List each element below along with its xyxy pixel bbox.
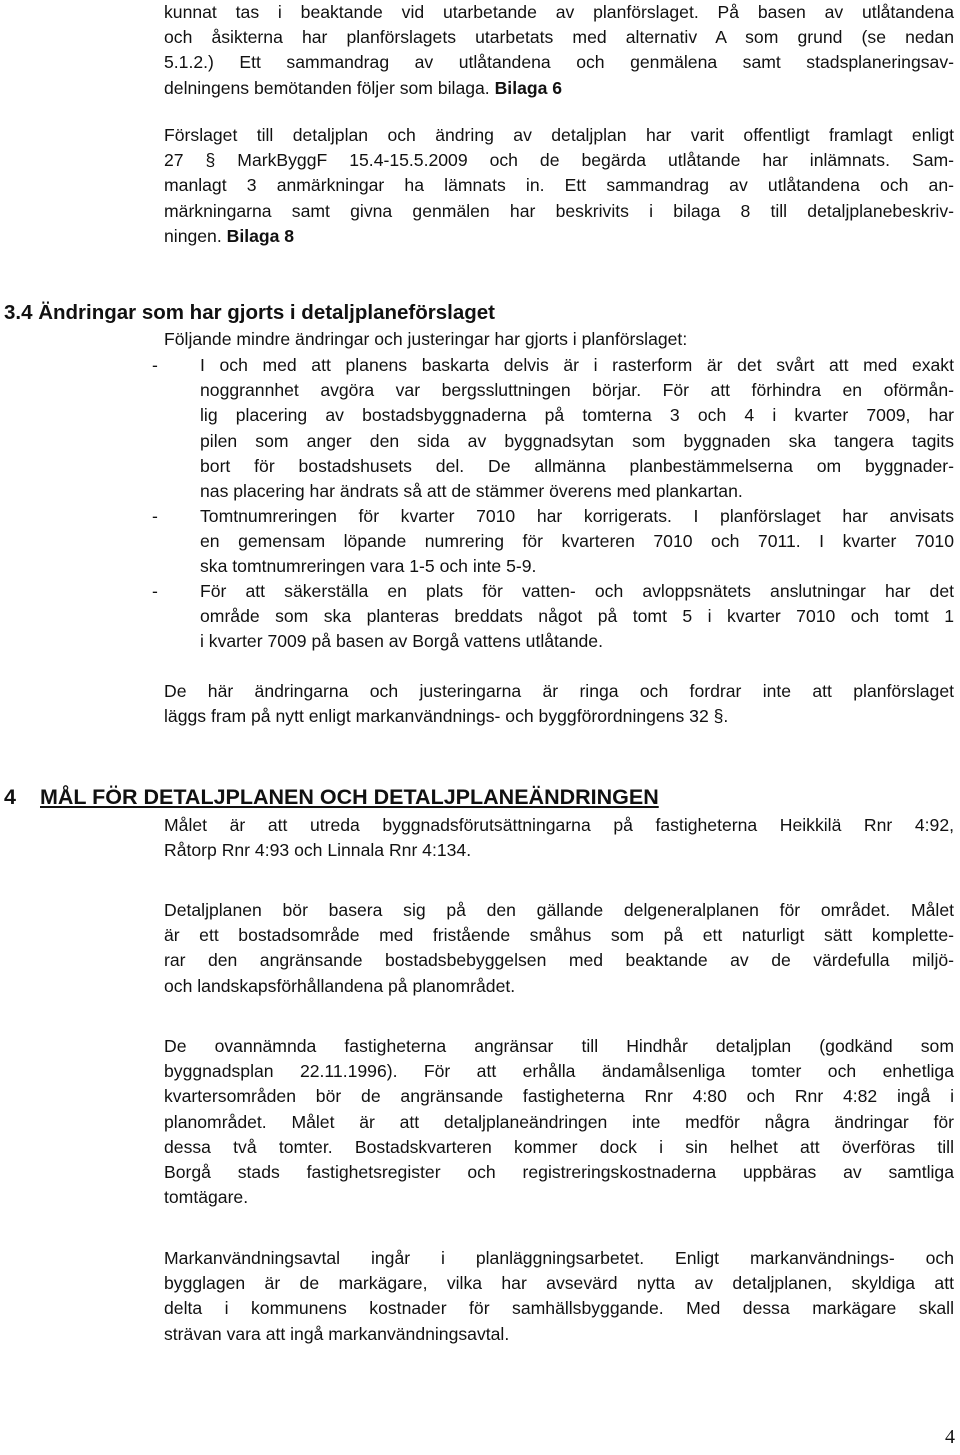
text-line: och åsikterna har planförslagets utarbetats med alternativ A som grund (se nedan (164, 27, 954, 48)
text-line: område som ska planteras breddats något på tomt 5 i kvarter 7010 och tomt 1 (200, 606, 954, 627)
text-line: Följande mindre ändringar och justeringar har gjorts i planförslaget: (164, 329, 688, 349)
list-item (152, 353, 954, 504)
text-line: är ett bostadsområde med fristående småhus som på ett naturligt sätt komplette- (164, 925, 954, 946)
text-line: Förslaget till detaljplan och ändring av detaljplan har varit offentligt framlagt enligt (164, 125, 954, 145)
text-line: en gemensam löpande numrering för kvarteren 7010 och 7011. I kvarter 7010 (200, 531, 954, 552)
text-line: Råtorp Rnr 4:93 och Linnala Rnr 4:134. (164, 840, 472, 861)
section-heading-4 (4, 785, 659, 810)
list-item (152, 504, 954, 580)
text-line: Borgå stads fastighetsregister och registreringskostnaderna uppbäras av samtliga (164, 1162, 954, 1183)
text-line: planområdet. Målet är att detaljplaneändringen inte medför några ändringar för (164, 1111, 954, 1132)
text-line: Tomtnumreringen för kvarter 7010 har korrigerats. I planförslaget har anvisats (200, 506, 954, 526)
text-line: kunnat tas i beaktande vid utarbetande av planförslaget. På basen av utlåtandena (164, 2, 954, 22)
goal-paragraph-2 (164, 898, 954, 999)
text-line: noggrannhet avgöra var bergssluttningen börjar. För att förhindra en oförmån- (200, 380, 954, 401)
text-line: De ovannämnda fastigheterna angränsar till Hindhår detaljplan (godkänd som (164, 1036, 954, 1056)
text-line: De här ändringarna och justeringarna är ringa och fordrar inte att planförslaget (164, 681, 954, 701)
section-title: MÅL FÖR DETALJPLANEN OCH DETALJPLANEÄNDRINGEN (40, 785, 659, 809)
text-line: märkningarna samt givna genmälen har beskrivits i bilaga 8 till detaljplanebeskriv- (164, 200, 954, 221)
text-line: nas placering har ändrats så att de stämmer överens med plankartan. (200, 481, 743, 502)
text-line: dessa två tomter. Bostadskvarteren kommer dock i sin helhet att överföras till (164, 1136, 954, 1157)
text-line: Målet är att utreda byggnadsförutsättningarna på fastigheterna Heikkilä Rnr 4:92, (164, 815, 954, 835)
closing-paragraph (164, 679, 954, 729)
text-line: ska tomtnumreringen vara 1-5 och inte 5-9. (200, 556, 537, 577)
list-bullet: - (152, 581, 158, 601)
goal-paragraph-1 (164, 813, 954, 863)
text-line: byggnadsplan 22.11.1996). För att erhålla ändamålsenliga tomter och enhetliga (164, 1061, 954, 1082)
section-lead (164, 327, 954, 352)
text-line: delningens bemötanden följer som bilaga. (164, 77, 490, 98)
list-bullet: - (152, 355, 158, 375)
text-line: läggs fram på nytt enligt markanvändnings- och byggförordningens 32 §. (164, 706, 729, 727)
text-line: 5.1.2.) Ett sammandrag av utlåtandena och genmälena samt stadsplaneringsav- (164, 52, 954, 73)
text-line: lig placering av bostadsbyggnaderna på tomterna 3 och 4 i kvarter 7009, har (200, 405, 954, 426)
text-line: manlagt 3 anmärkningar ha lämnats in. Ett sammandrag av utlåtandena och an- (164, 175, 954, 196)
text-line: I och med att planens baskarta delvis är i rasterform är det svårt att med exakt (200, 355, 954, 375)
intro-paragraph (164, 0, 954, 101)
text-line: För att säkerställa en plats för vatten- och avloppsnätets anslutningar har det (200, 581, 954, 601)
text-line: bygglagen är de markägare, vilka har avsevärd nytta av detaljplanen, skyldiga att (164, 1273, 954, 1294)
text-line: bort för bostadshusets del. De allmänna planbestämmelserna om byggnader- (200, 455, 954, 476)
text-line: delta i kommunens kostnader för samhällsbyggande. Med dessa markägare skall (164, 1298, 954, 1319)
text-line: och landskapsförhållandena på planområdet. (164, 975, 516, 996)
goal-paragraph-3 (164, 1034, 954, 1210)
appendix-reference: Bilaga 8 (226, 225, 295, 246)
text-line: strävan vara att ingå markanvändningsavtal. (164, 1323, 510, 1344)
appendix-reference: Bilaga 6 (494, 77, 563, 98)
text-line: ningen. (164, 225, 222, 246)
page-number: 4 (945, 1426, 955, 1448)
section-heading-3-4: 3.4 Ändringar som har gjorts i detaljplaneförslaget (4, 301, 495, 324)
text-line: 27 § MarkByggF 15.4-15.5.2009 och de begärda utlåtande har inlämnats. Sam- (164, 150, 954, 171)
display-paragraph (164, 123, 954, 249)
text-line: pilen som anger den sida av byggnadsytan som byggnaden ska tangera tagits (200, 430, 954, 451)
text-line: tomtägare. (164, 1187, 249, 1208)
text-line: Detaljplanen bör basera sig på den gällande delgeneralplanen för området. Målet (164, 900, 954, 920)
section-number: 4 (4, 785, 16, 809)
text-line: Markanvändningsavtal ingår i planläggningsarbetet. Enligt markanvändnings- och (164, 1248, 954, 1268)
list-bullet: - (152, 506, 158, 526)
text-line: i kvarter 7009 på basen av Borgå vattens utlåtande. (200, 631, 603, 652)
text-line: kvartersområden bör de angränsande fastigheterna Rnr 4:80 och Rnr 4:82 ingå i (164, 1086, 954, 1107)
goal-paragraph-4 (164, 1246, 954, 1347)
list-item (152, 579, 954, 655)
text-line: rar den angränsande bostadsbebyggelsen med beaktande av de värdefulla miljö- (164, 950, 954, 971)
